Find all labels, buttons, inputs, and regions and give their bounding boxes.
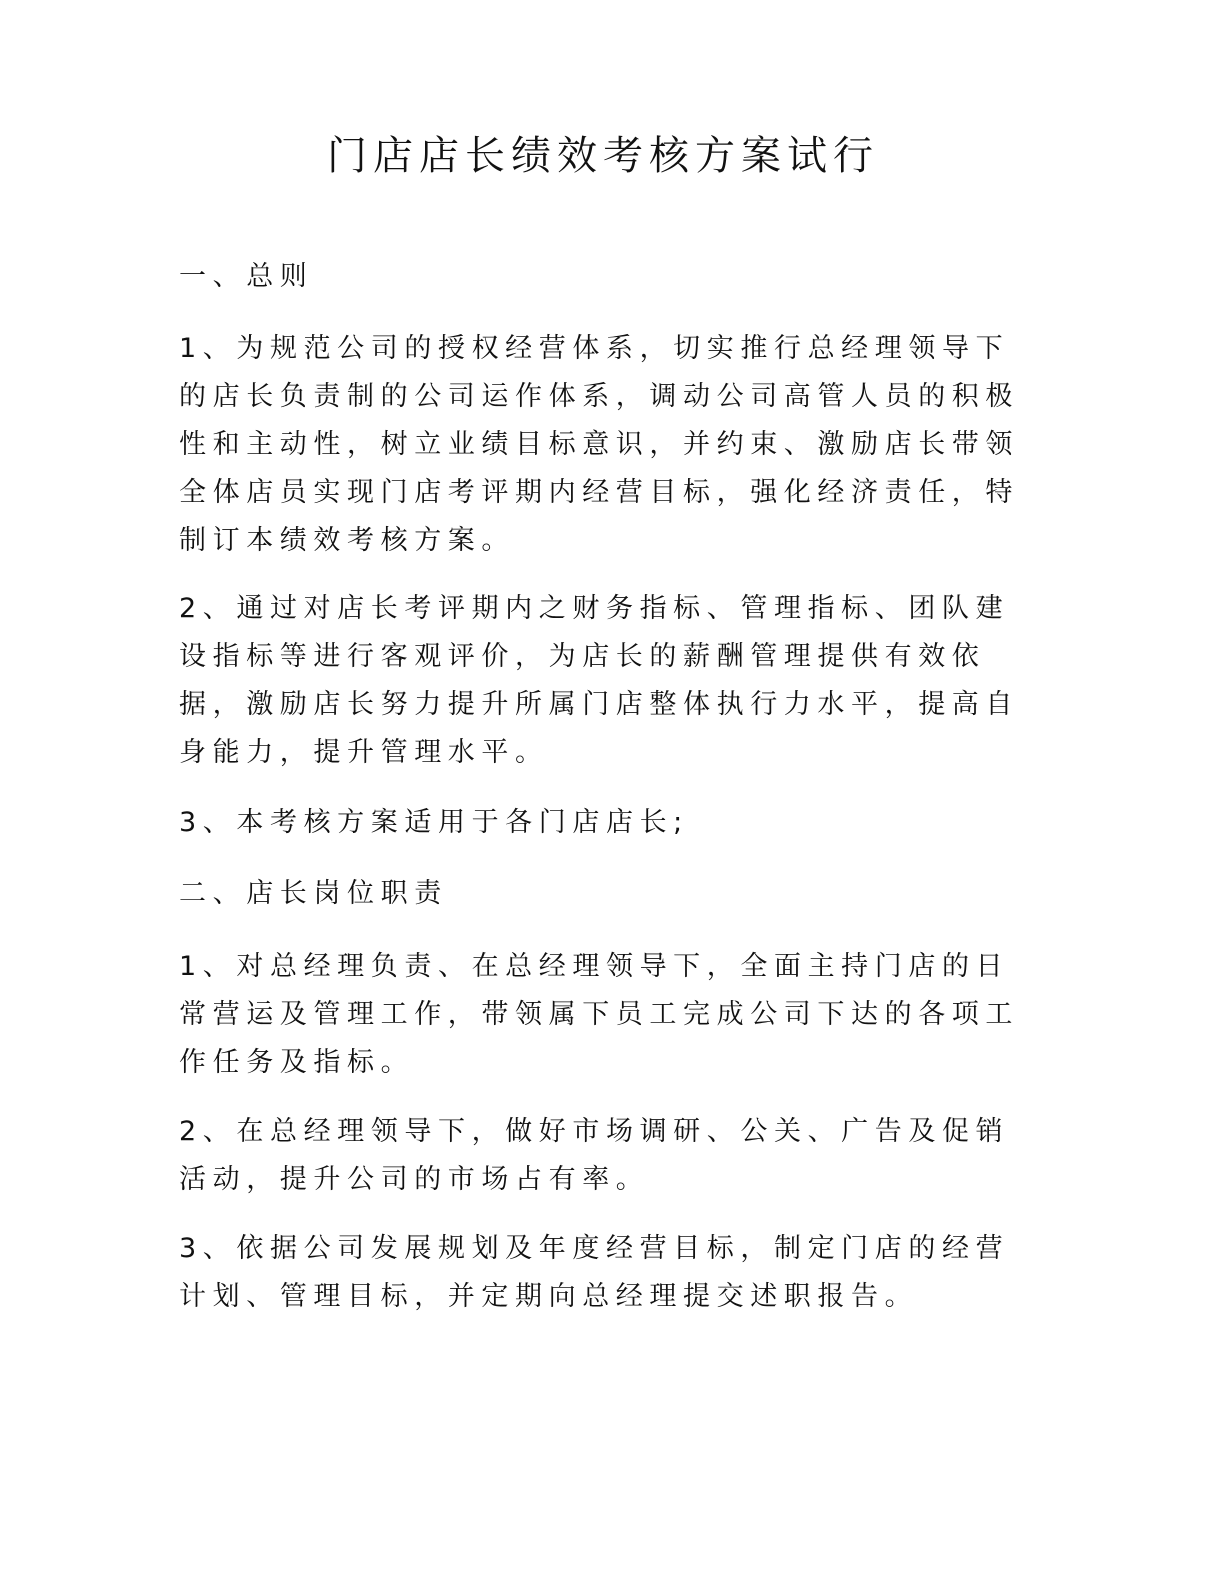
section-heading-general: 一、总则 xyxy=(179,261,314,292)
paragraph-general-1: 1、为规范公司的授权经营体系，切实推行总经理领导下的店长负责制的公司运作体系，调动公司高管人员的积极性和主动性，树立业绩目标意识，并约束、激励店长带领全体店员实现门店考评期内经营目标，强化经济责任，特制订本绩效考核方案。 xyxy=(179,333,1019,556)
paragraph-duties-3: 3、依据公司发展规划及年度经营目标，制定门店的经营计划、管理目标，并定期向总经理提交述职报告。 xyxy=(179,1233,1010,1312)
paragraph-general-3: 3、本考核方案适用于各门店店长; xyxy=(179,807,689,838)
paragraph-duties-1: 1、对总经理负责、在总经理领导下，全面主持门店的日常营运及管理工作，带领属下员工完成公司下达的各项工作任务及指标。 xyxy=(179,951,1019,1078)
document-title: 门店店长绩效考核方案试行 xyxy=(327,133,879,179)
section-heading-duties: 二、店长岗位职责 xyxy=(179,878,448,909)
paragraph-duties-2: 2、在总经理领导下，做好市场调研、公关、广告及促销活动，提升公司的市场占有率。 xyxy=(179,1116,1010,1195)
paragraph-general-2: 2、通过对店长考评期内之财务指标、管理指标、团队建设指标等进行客观评价，为店长的薪酬管理提供有效依据，激励店长努力提升所属门店整体执行力水平，提高自身能力，提升管理水平。 xyxy=(179,593,1019,768)
